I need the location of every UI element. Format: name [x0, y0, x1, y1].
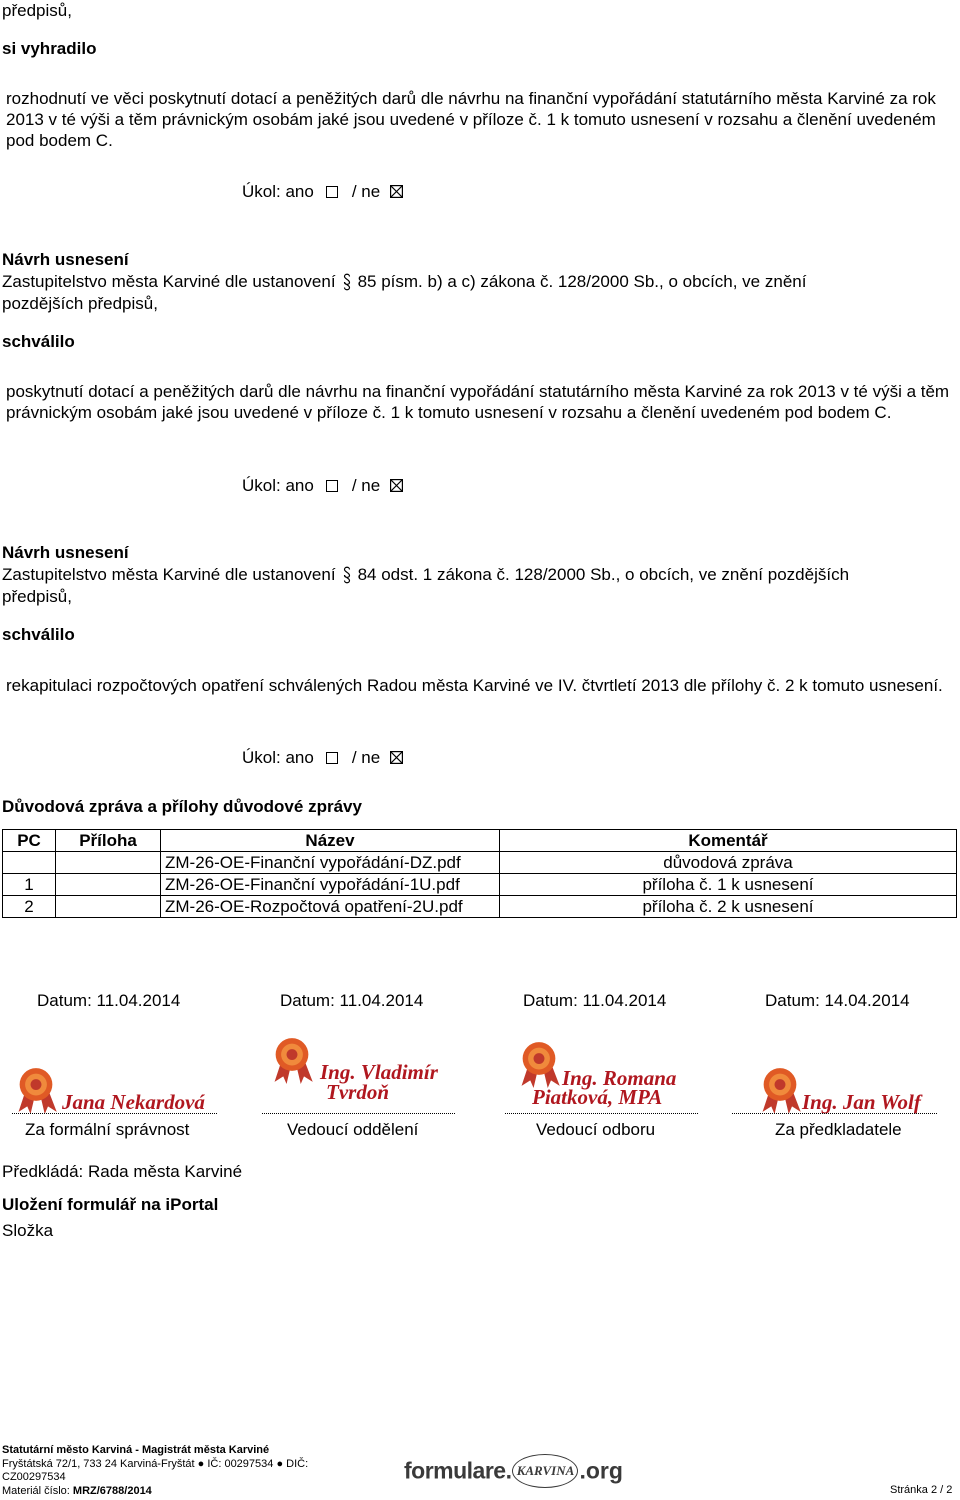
footer-logo [404, 1454, 623, 1494]
signature-line [12, 1113, 217, 1114]
table-header-row [3, 830, 957, 852]
footer-org: Statutární město Karviná - Magistrát města Karviné [2, 1444, 270, 1456]
task-indicator [242, 748, 403, 768]
checkbox-crossed-icon [390, 751, 403, 764]
footer-material [2, 1485, 152, 1499]
rosette-stamp-icon [758, 1066, 802, 1114]
proposal-paragraph: rekapitulaci rozpočtových opatření schválených Radou města Karviné ve IV. čtvrtletí 2013 dle přílohy č. 2 k tomuto usnesení. [6, 676, 943, 695]
proposal-intro-a: Zastupitelstvo města Karviné dle ustanovení [2, 565, 336, 584]
task-separator: / ne [351, 476, 381, 495]
cell-file-name[interactable]: ZM-26-OE-Rozpočtová opatření-2U.pdf [161, 896, 500, 918]
signature-line [732, 1113, 937, 1114]
signature-date: Datum: 11.04.2014 [280, 991, 424, 1010]
signature-name: Ing. Vladimír [320, 1060, 438, 1084]
checkbox-empty-icon [326, 480, 338, 492]
cell-comment: důvodová zpráva [500, 852, 957, 874]
footer-address: Fryštátská 72/1, 733 24 Karviná-Fryštát ● IČ: 00297534 ● DIČ: [2, 1457, 309, 1470]
checkbox-empty-icon [326, 752, 338, 764]
proposal-intro-b: 85 písm. b) a c) zákona č. 128/2000 Sb., o obcích, ve znění [357, 272, 807, 291]
logo-emblem [512, 1454, 578, 1488]
footer-material-number: MRZ/6788/2014 [72, 1484, 152, 1497]
presenter: Předkládá: Rada města Karviné [2, 1162, 243, 1181]
footer-dic: CZ00297534 [2, 1471, 66, 1483]
proposal-verb: schválilo [2, 332, 75, 351]
column-header-comment: Komentář [500, 830, 957, 852]
logo-text-left: formulare. [404, 1457, 512, 1484]
footer-material-label: Materiál číslo: [2, 1484, 70, 1497]
cell-pc: 2 [3, 896, 56, 918]
section-sign-icon [342, 272, 352, 292]
signature-line [262, 1113, 455, 1114]
signature-role: Za předkladatele [775, 1120, 902, 1139]
storage-heading: Uložení formulář na iPortal [2, 1195, 219, 1214]
cell-pc [3, 852, 56, 874]
table-row [3, 852, 957, 874]
proposal-heading: Návrh usnesení [2, 543, 129, 562]
task-label: Úkol: ano [242, 748, 314, 767]
proposal-heading: Návrh usnesení [2, 250, 129, 269]
checkbox-crossed-icon [390, 479, 403, 492]
cell-attachment [56, 896, 161, 918]
logo-text-karvina: KARVINA [516, 1463, 575, 1478]
proposal-intro-a: Zastupitelstvo města Karviné dle ustanovení [2, 272, 336, 291]
signature-date: Datum: 14.04.2014 [765, 991, 910, 1010]
column-header-pc: PC [3, 830, 56, 852]
checkbox-crossed-icon [390, 185, 403, 198]
proposal-intro-b: 84 odst. 1 zákona č. 128/2000 Sb., o obcích, ve znění pozdějších [357, 565, 850, 584]
cell-attachment [56, 874, 161, 896]
section-sign-icon [342, 565, 352, 585]
reserved-heading: si vyhradilo [2, 39, 97, 58]
signature-role: Vedoucí odboru [536, 1120, 656, 1139]
folder-label: Složka [2, 1221, 54, 1240]
signature-name: Jana Nekardová [62, 1090, 205, 1114]
rosette-stamp-icon [517, 1040, 561, 1088]
cell-pc: 1 [3, 874, 56, 896]
task-label: Úkol: ano [242, 182, 314, 201]
cell-file-name[interactable]: ZM-26-OE-Finanční vypořádání-1U.pdf [161, 874, 500, 896]
proposal-verb: schválilo [2, 625, 75, 644]
signature-name: Ing. Romana [562, 1066, 677, 1090]
signature-name: Piatková, MPA [532, 1085, 663, 1109]
task-indicator [242, 182, 403, 202]
task-label: Úkol: ano [242, 476, 314, 495]
signature-date: Datum: 11.04.2014 [523, 991, 667, 1010]
column-header-name: Název [161, 830, 500, 852]
cell-attachment [56, 852, 161, 874]
proposal-intro [2, 272, 806, 292]
logo-text-right: .org [579, 1457, 623, 1484]
signature-role: Vedoucí oddělení [287, 1120, 419, 1139]
proposal-intro-cont: předpisů, [2, 587, 72, 606]
page-number: Stránka 2 / 2 [890, 1484, 953, 1496]
rosette-stamp-icon [14, 1066, 58, 1114]
checkbox-empty-icon [326, 186, 338, 198]
signature-date: Datum: 11.04.2014 [37, 991, 181, 1010]
cell-comment: příloha č. 2 k usnesení [500, 896, 957, 918]
signature-role: Za formální správnost [25, 1120, 190, 1139]
attachments-table [2, 829, 957, 918]
column-header-attachment: Příloha [56, 830, 161, 852]
attachments-heading: Důvodová zpráva a přílohy důvodové zprávy [2, 797, 362, 816]
signature-line [505, 1113, 698, 1114]
table-row [3, 874, 957, 896]
rosette-stamp-icon [270, 1036, 314, 1084]
reserved-paragraph: rozhodnutí ve věci poskytnutí dotací a peněžitých darů dle návrhu na finanční vypořádání statutárního města Karviné za rok 2013 v té výši a těm právnickým osobám jaké jsou uvedené v příloze č. 1 k tomuto usnesení v rozsahu a členění uvedeném pod bodem C. [6, 89, 936, 150]
proposal-intro-cont: pozdějších předpisů, [2, 294, 158, 313]
cell-comment: příloha č. 1 k usnesení [500, 874, 957, 896]
cell-file-name[interactable]: ZM-26-OE-Finanční vypořádání-DZ.pdf [161, 852, 500, 874]
task-indicator [242, 476, 403, 496]
task-separator: / ne [351, 748, 381, 767]
text-line: předpisů, [2, 1, 72, 20]
proposal-paragraph: poskytnutí dotací a peněžitých darů dle návrhu na finanční vypořádání statutárního města Karviné za rok 2013 v té výši a těm právnickým osobám jaké jsou uvedené v příloze č. 1 k tomuto usnesení v rozsahu a členění uvedeném pod bodem C. [6, 382, 950, 422]
signature-name: Tvrdoň [326, 1080, 389, 1104]
table-row [3, 896, 957, 918]
proposal-intro [2, 565, 849, 585]
task-separator: / ne [351, 182, 381, 201]
signature-name: Ing. Jan Wolf [802, 1090, 921, 1114]
